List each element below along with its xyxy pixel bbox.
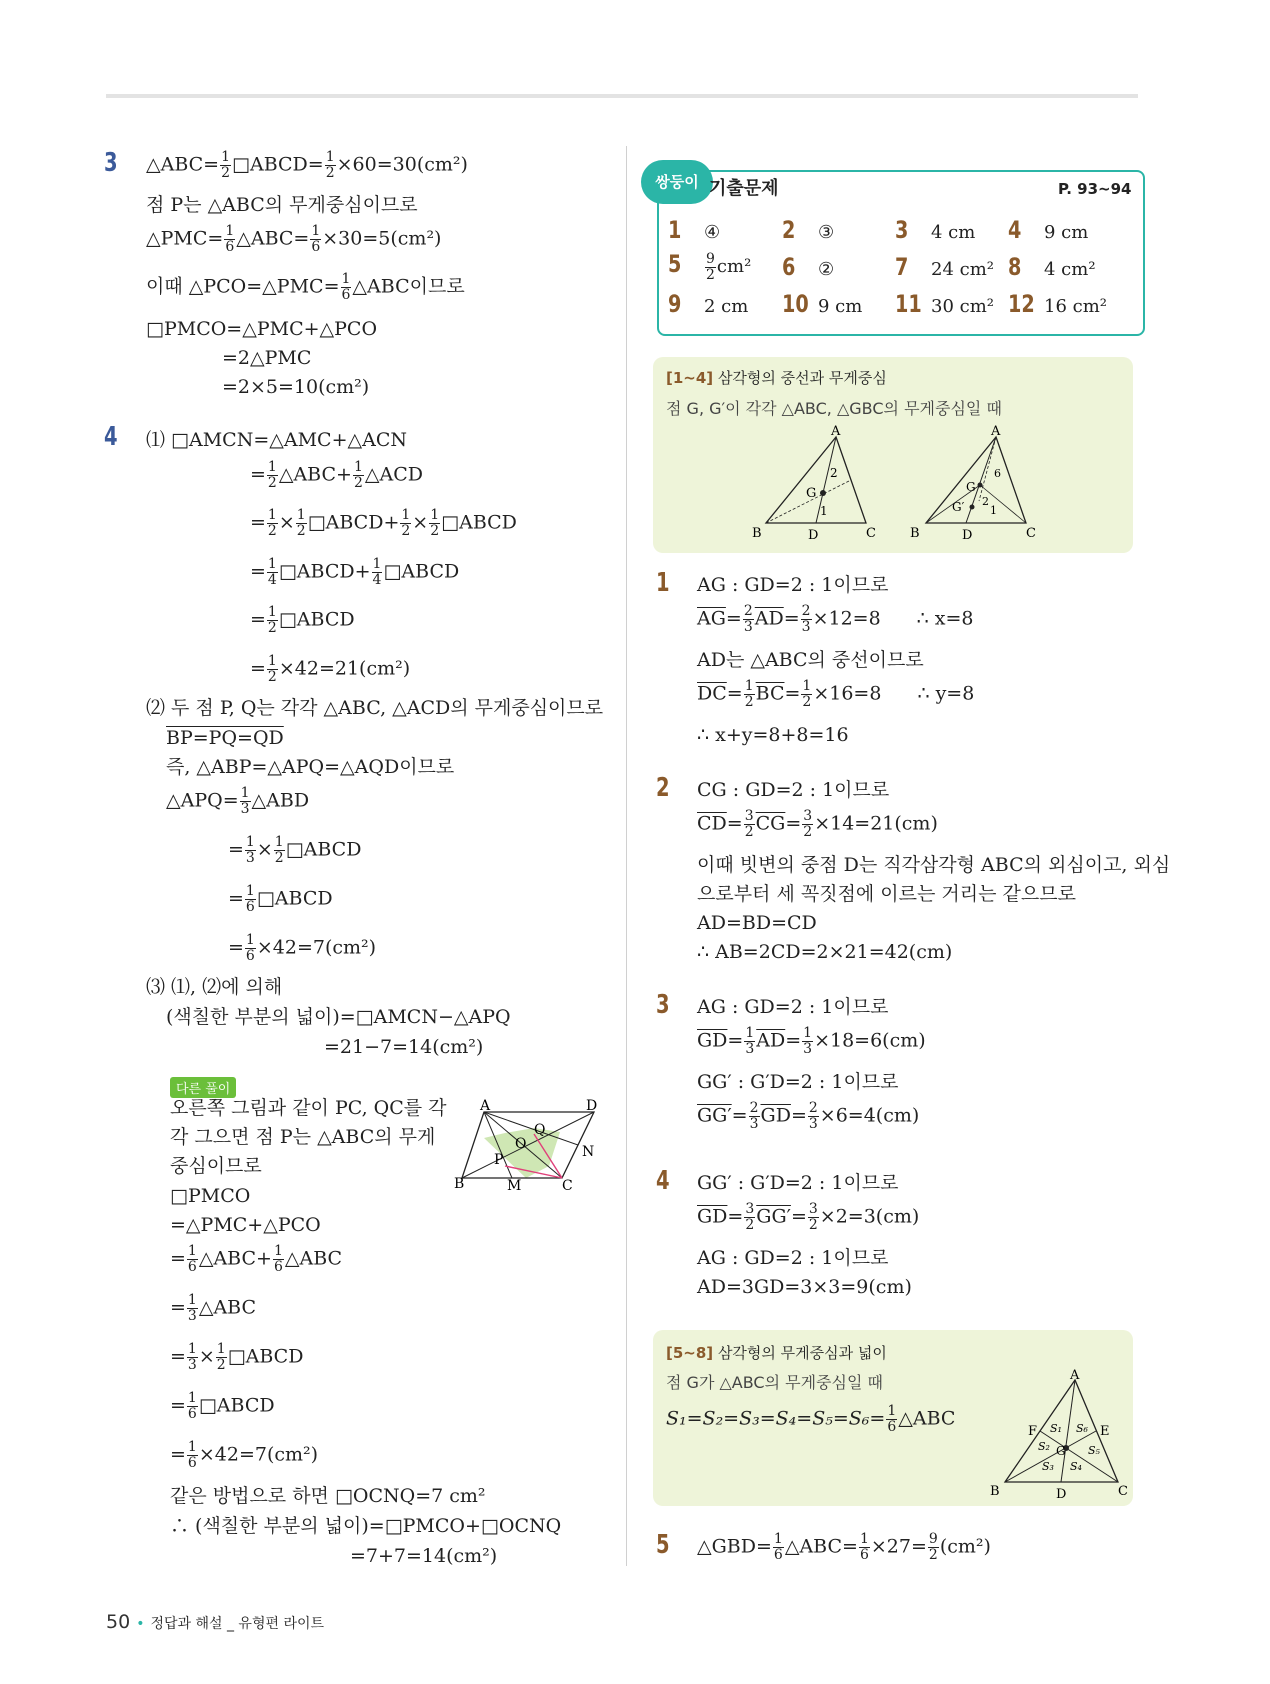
answer-item: 5 $\frac{9}{2}$ cm² (668, 250, 752, 283)
answer-item: 7 24 cm² (895, 253, 994, 281)
svg-text:1: 1 (820, 504, 828, 518)
footer-title: 정답과 해설 _ 유형편 라이트 (150, 1616, 325, 1632)
problem-number: 3 (656, 990, 670, 1020)
solution-line: ∴ (색칠한 부분의 넓이)=□PMCO+□OCNQ (170, 1515, 562, 1537)
double-centroid-figure (906, 424, 1046, 543)
svg-text:A: A (831, 424, 841, 439)
svg-text:6: 6 (994, 467, 1001, 480)
svg-text:G: G (966, 480, 976, 494)
solution-line: GG′= $\frac{2}{3}$ $\overline{GD}=$ $\frac{2}{3}$ ×6=4(cm) (697, 1100, 920, 1132)
svg-text:B: B (910, 526, 920, 541)
svg-text:B: B (990, 1484, 1000, 1499)
alternative-solution-badge: 다른 풀이 (170, 1077, 236, 1098)
svg-text:P: P (494, 1152, 504, 1168)
solution-line: = $\frac{1}{3}$ × $\frac{1}{2}$ □ABCD (170, 1341, 304, 1373)
solution-line: AG : GD=2 : 1이므로 (697, 996, 889, 1018)
solution-line: 같은 방법으로 하면 □OCNQ=7 cm² (170, 1485, 486, 1507)
answer-item: 8 4 cm² (1008, 253, 1096, 281)
solution-line: $\overline{CD}=$ $\frac{3}{2}$ $\overline{CG}=$ $\frac{3}{2}$ ×14=21(cm) (697, 808, 938, 840)
solution-line: ⑵ 두 점 P, Q는 각각 △ABC, △ACD의 무게중심이므로 (146, 697, 604, 719)
solution-line: $\overline{GD}=$ $\frac{1}{3}$ $\overline{AD}=$ $\frac{1}{3}$ ×18=6(cm) (697, 1025, 926, 1057)
solution-line: =2×5=10(cm²) (222, 376, 370, 398)
solution-line: AG : GD=2 : 1이므로 (697, 1247, 889, 1269)
solution-line: △PMC= $\frac{1}{6}$ △ABC= $\frac{1}{6}$ ×30=5(cm²) (146, 223, 442, 255)
svg-text:G: G (1056, 1444, 1066, 1458)
solution-line: 으로부터 세 꼭짓점에 이르는 거리는 같으므로 (697, 883, 1076, 905)
solution-line: =△PMC+△PCO (170, 1214, 321, 1236)
column-divider (626, 146, 627, 1566)
svg-text:B: B (752, 526, 762, 541)
solution-line: ⑴ □AMCN=△AMC+△ACN (146, 429, 407, 451)
answer-item: 11 30 cm² (895, 290, 994, 318)
solution-line: GG′ : G′D=2 : 1이므로 (697, 1071, 899, 1093)
solution-line: □PMCO (170, 1185, 251, 1207)
svg-text:S₄: S₄ (1070, 1460, 1082, 1473)
header-rule (106, 94, 1138, 98)
svg-text:O: O (515, 1136, 527, 1152)
svg-text:C: C (1118, 1484, 1128, 1499)
solution-line: ⑶ ⑴, ⑵에 의해 (146, 976, 283, 998)
svg-text:2: 2 (830, 466, 838, 480)
solution-line: 각 그으면 점 P는 △ABC의 무게 (170, 1126, 436, 1148)
solution-line: AD는 △ABC의 중선이므로 (697, 649, 924, 671)
solution-line: 중심이므로 (170, 1155, 262, 1177)
svg-text:C: C (1026, 526, 1036, 541)
svg-text:D: D (586, 1098, 598, 1114)
box-badge: 쌍둥이 (641, 160, 713, 204)
problem-number: 3 (104, 148, 118, 178)
box-title: 기출문제 (709, 178, 779, 199)
solution-line: 이때 △PCO=△PMC= $\frac{1}{6}$ △ABC이므로 (146, 271, 465, 303)
solution-line: 점 P는 △ABC의 무게중심이므로 (146, 194, 418, 216)
svg-text:S₅: S₅ (1088, 1444, 1100, 1457)
answer-item: 9 2 cm (668, 290, 749, 318)
solution-line: =2△PMC (222, 347, 312, 369)
note-description: 점 G, G′이 각각 △ABC, △GBC의 무게중심일 때 (666, 399, 1002, 418)
parallelogram-figure (454, 1098, 598, 1194)
note-description: 점 G가 △ABC의 무게중심일 때 (666, 1373, 883, 1392)
solution-line: BP=PQ=QD (166, 727, 284, 749)
svg-text:A: A (1070, 1368, 1080, 1383)
six-region-triangle-figure (990, 1370, 1130, 1500)
solution-line: 즉, △ABP=△APQ=△AQD이므로 (166, 756, 455, 778)
solution-line: =21−7=14(cm²) (324, 1036, 484, 1058)
svg-text:G′: G′ (952, 500, 965, 514)
problem-number: 5 (656, 1530, 670, 1560)
solution-line: □PMCO=△PMC+△PCO (146, 318, 378, 340)
answer-item: 6 ② (782, 253, 835, 281)
solution-line: △ABC= $\frac{1}{2}$ □ABCD= $\frac{1}{2}$ ×60=30(cm²) (146, 149, 468, 181)
svg-text:C: C (562, 1178, 573, 1194)
solution-line: △APQ= $\frac{1}{3}$ △ABD (166, 785, 310, 817)
solution-line: AD=BD=CD (697, 912, 817, 934)
svg-text:A: A (480, 1098, 491, 1114)
solution-line: $\overline{DC}=$ $\frac{1}{2}$ $\overline{BC}=$ $\frac{1}{2}$ ×16=8 ∴ y=8 (697, 678, 975, 710)
svg-text:C: C (866, 526, 876, 541)
solution-line: 이때 빗변의 중점 D는 직각삼각형 ABC의 외심이고, 외심 (697, 854, 1171, 876)
svg-text:Q: Q (534, 1122, 546, 1138)
note-formula: S₁=S₂=S₃=S₄=S₅=S₆= $\frac{1}{6}$ △ABC (666, 1403, 956, 1435)
solution-line: $\overline{AG}=$ $\frac{2}{3}$ $\overline{AD}=$ $\frac{2}{3}$ ×12=8 ∴ x=8 (697, 603, 974, 635)
svg-text:S₂: S₂ (1038, 1440, 1050, 1453)
problem-number: 1 (656, 568, 670, 598)
solution-line: = $\frac{1}{2}$ ×42=21(cm²) (250, 653, 411, 685)
note-title: [5~8] 삼각형의 무게중심과 넓이 (666, 1344, 887, 1362)
svg-text:F: F (1028, 1424, 1038, 1439)
svg-text:N: N (582, 1144, 595, 1160)
page-footer: 50 • 정답과 해설 _ 유형편 라이트 (106, 1611, 325, 1633)
svg-text:A: A (991, 424, 1001, 439)
solution-line: = $\frac{1}{2}$ × $\frac{1}{2}$ □ABCD+ $\frac{1}{2}$ × $\frac{1}{2}$ □ABCD (250, 507, 517, 539)
solution-line: ∴ x+y=8+8=16 (697, 724, 849, 746)
solution-line: △GBD= $\frac{1}{6}$ △ABC= $\frac{1}{6}$ ×27= $\frac{9}{2}$ (cm²) (697, 1531, 991, 1563)
problem-number: 4 (656, 1166, 670, 1196)
solution-line: GG′ : G′D=2 : 1이므로 (697, 1172, 899, 1194)
answer-item: 2 ③ (782, 216, 835, 244)
solution-line: AD=3GD=3×3=9(cm) (697, 1276, 912, 1298)
svg-text:S₁: S₁ (1050, 1422, 1062, 1435)
solution-line: CG : GD=2 : 1이므로 (697, 779, 890, 801)
centroid-triangle-figure (746, 424, 886, 543)
solution-line: = $\frac{1}{6}$ □ABCD (228, 883, 333, 915)
answer-item: 1 ④ (668, 216, 721, 244)
box-pages: P. 93~94 (1058, 180, 1132, 198)
solution-line: = $\frac{1}{3}$ × $\frac{1}{2}$ □ABCD (228, 834, 362, 866)
svg-text:B: B (454, 1176, 465, 1192)
svg-text:D: D (808, 528, 819, 543)
solution-line: =7+7=14(cm²) (350, 1545, 498, 1567)
solution-line: = $\frac{1}{6}$ ×42=7(cm²) (170, 1439, 319, 1471)
answer-item: 3 4 cm (895, 216, 976, 244)
svg-text:2: 2 (982, 495, 989, 508)
svg-text:S₃: S₃ (1042, 1460, 1054, 1473)
note-title: [1~4] 삼각형의 중선과 무게중심 (666, 369, 887, 387)
answer-item: 4 9 cm (1008, 216, 1089, 244)
solution-line: = $\frac{1}{4}$ □ABCD+ $\frac{1}{4}$ □ABCD (250, 556, 460, 588)
solution-line: = $\frac{1}{3}$ △ABC (170, 1292, 257, 1324)
answer-item: 10 9 cm (782, 290, 863, 318)
svg-text:M: M (507, 1178, 522, 1194)
svg-text:E: E (1100, 1424, 1110, 1439)
svg-text:G: G (806, 486, 817, 501)
solution-line: 오른쪽 그림과 같이 PC, QC를 각 (170, 1097, 447, 1119)
problem-number: 2 (656, 773, 670, 803)
solution-line: = $\frac{1}{2}$ △ABC+ $\frac{1}{2}$ △ACD (250, 459, 423, 491)
svg-text:D: D (1056, 1487, 1067, 1502)
svg-text:1: 1 (990, 504, 997, 517)
solution-line: = $\frac{1}{6}$ △ABC+ $\frac{1}{6}$ △ABC (170, 1243, 343, 1275)
solution-line: ∴ AB=2CD=2×21=42(cm) (697, 941, 953, 963)
solution-line: = $\frac{1}{6}$ ×42=7(cm²) (228, 932, 377, 964)
solution-line: = $\frac{1}{6}$ □ABCD (170, 1390, 275, 1422)
problem-number: 4 (104, 422, 118, 452)
solution-line: AG : GD=2 : 1이므로 (697, 574, 889, 596)
solution-line: = $\frac{1}{2}$ □ABCD (250, 604, 355, 636)
svg-text:D: D (962, 528, 973, 543)
solution-line: $\overline{GD}=$ $\frac{3}{2}$ GG′= $\frac{3}{2}$ ×2=3(cm) (697, 1201, 920, 1233)
answer-item: 12 16 cm² (1008, 290, 1107, 318)
solution-line: (색칠한 부분의 넓이)=□AMCN−△APQ (166, 1006, 511, 1028)
svg-text:S₆: S₆ (1076, 1422, 1088, 1435)
page-number: 50 (106, 1611, 131, 1633)
